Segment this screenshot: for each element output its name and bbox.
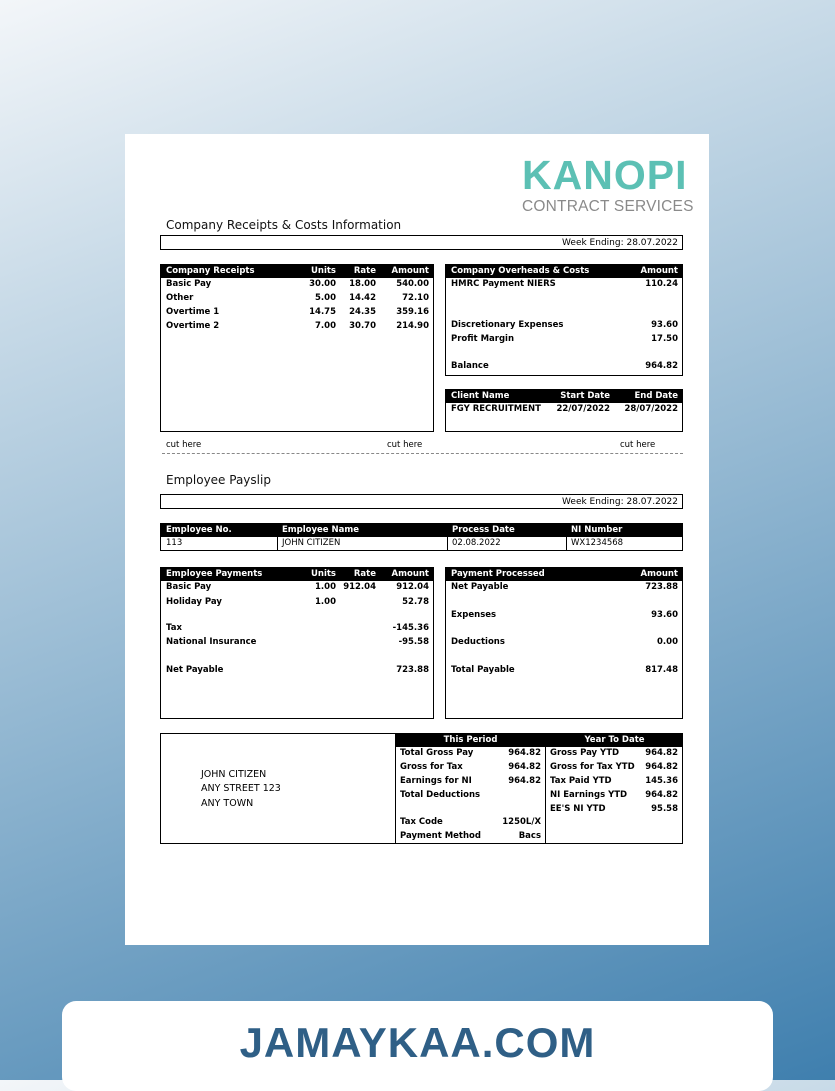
ytd-label: EE'S NI YTD — [550, 804, 606, 814]
divider — [447, 537, 448, 550]
col-header: This Period — [443, 735, 498, 745]
col-header: Company Receipts — [166, 266, 255, 276]
company-logo-subtitle: CONTRACT SERVICES — [522, 198, 694, 215]
ni-amount: -95.58 — [398, 637, 429, 647]
company-week-ending-box — [160, 235, 683, 250]
process-date: 02.08.2022 — [452, 538, 501, 548]
row-amount: 72.10 — [402, 293, 429, 303]
col-header: Employee Name — [282, 525, 360, 535]
table-header — [161, 568, 433, 581]
row-label: Overtime 2 — [166, 321, 220, 331]
row-amount: 540.00 — [396, 279, 429, 289]
ytd-value: 964.82 — [645, 762, 678, 772]
ytd-label: Gross for Tax YTD — [550, 762, 635, 772]
client-end-date: 28/07/2022 — [624, 404, 678, 414]
row-units: 30.00 — [309, 279, 336, 289]
employee-payments-table — [160, 567, 434, 719]
divider — [395, 734, 396, 843]
tax-code-value: 1250L/X — [502, 817, 541, 827]
cut-line — [162, 453, 683, 454]
table-header — [161, 524, 682, 537]
discretionary-amount: 93.60 — [651, 320, 678, 330]
processed-deductions-label: Deductions — [451, 637, 505, 647]
holiday-pay-units: 1.00 — [315, 597, 336, 607]
company-receipts-table — [160, 264, 434, 432]
balance-label: Balance — [451, 361, 489, 371]
period-label: Total Deductions — [400, 790, 481, 800]
period-value: 964.82 — [508, 762, 541, 772]
ytd-value: 964.82 — [645, 748, 678, 758]
col-header: Employee Payments — [166, 569, 263, 579]
col-header: Client Name — [451, 391, 510, 401]
ytd-value: 145.36 — [645, 776, 678, 786]
cut-here-label: cut here — [166, 440, 202, 450]
profit-amount: 17.50 — [651, 334, 678, 344]
address-line: ANY TOWN — [201, 798, 254, 809]
processed-net-label: Net Payable — [451, 582, 509, 592]
ytd-label: Tax Paid YTD — [550, 776, 612, 786]
company-overheads-table — [445, 264, 683, 376]
row-units: 5.00 — [315, 293, 336, 303]
table-header — [446, 568, 682, 581]
row-rate: 30.70 — [349, 321, 376, 331]
processed-total-amount: 817.48 — [645, 665, 678, 675]
row-units: 14.75 — [309, 307, 336, 317]
col-header: Amount — [640, 569, 678, 579]
balance-amount: 964.82 — [645, 361, 678, 371]
employee-name: JOHN CITIZEN — [282, 538, 341, 548]
ytd-value: 964.82 — [645, 790, 678, 800]
table-header — [161, 265, 433, 278]
payment-method-label: Payment Method — [400, 831, 481, 841]
cut-here-label: cut here — [620, 440, 656, 450]
hmrc-amount: 110.24 — [645, 279, 678, 289]
row-amount: 359.16 — [396, 307, 429, 317]
col-header: Rate — [353, 266, 376, 276]
col-header: Units — [311, 569, 336, 579]
tax-label: Tax — [166, 623, 182, 633]
tax-amount: -145.36 — [392, 623, 429, 633]
divider — [277, 537, 278, 550]
client-table — [445, 389, 683, 432]
summary-table — [160, 733, 683, 844]
divider — [545, 734, 546, 843]
ni-label: National Insurance — [166, 637, 257, 647]
basic-pay-label: Basic Pay — [166, 582, 212, 592]
employee-week-ending-box — [160, 494, 683, 509]
col-header: Amount — [391, 569, 429, 579]
col-header: NI Number — [571, 525, 623, 535]
employee-info-table — [160, 523, 683, 551]
basic-pay-amount: 912.04 — [396, 582, 429, 592]
row-label: Basic Pay — [166, 279, 212, 289]
ytd-value: 95.58 — [651, 804, 678, 814]
company-week-ending: Week Ending: 28.07.2022 — [562, 238, 678, 248]
row-amount: 214.90 — [396, 321, 429, 331]
watermark-banner — [62, 1001, 773, 1091]
address-line: JOHN CITIZEN — [201, 769, 267, 780]
ytd-label: Gross Pay YTD — [550, 748, 620, 758]
col-header: Employee No. — [166, 525, 232, 535]
period-label: Gross for Tax — [400, 762, 463, 772]
row-rate: 14.42 — [349, 293, 376, 303]
hmrc-label: HMRC Payment NIERS — [451, 279, 556, 289]
col-header: Start Date — [560, 391, 610, 401]
processed-total-label: Total Payable — [451, 665, 515, 675]
period-label: Earnings for NI — [400, 776, 472, 786]
table-header — [446, 265, 682, 278]
col-header: Payment Processed — [451, 569, 545, 579]
processed-expenses-label: Expenses — [451, 610, 497, 620]
divider — [566, 537, 567, 550]
basic-pay-units: 1.00 — [315, 582, 336, 592]
payment-method-value: Bacs — [518, 831, 541, 841]
period-label: Total Gross Pay — [400, 748, 474, 758]
basic-pay-rate: 912.04 — [343, 582, 376, 592]
row-rate: 24.35 — [349, 307, 376, 317]
processed-net-amount: 723.88 — [645, 582, 678, 592]
ytd-label: NI Earnings YTD — [550, 790, 628, 800]
ni-number: WX1234568 — [571, 538, 624, 548]
net-payable-label: Net Payable — [166, 665, 224, 675]
processed-deductions-amount: 0.00 — [657, 637, 678, 647]
row-label: Other — [166, 293, 194, 303]
col-header: Rate — [353, 569, 376, 579]
profit-label: Profit Margin — [451, 334, 515, 344]
row-rate: 18.00 — [349, 279, 376, 289]
col-header: Process Date — [452, 525, 515, 535]
watermark-text: JAMAYKAA.COM — [239, 1019, 596, 1066]
col-header: Year To Date — [584, 735, 645, 745]
col-header: Amount — [391, 266, 429, 276]
col-header: Company Overheads & Costs — [451, 266, 590, 276]
employee-number: 113 — [166, 538, 183, 548]
payment-processed-table — [445, 567, 683, 719]
company-logo: KANOPI — [522, 152, 688, 198]
client-name: FGY RECRUITMENT — [451, 404, 541, 414]
payslip-document — [125, 134, 709, 945]
company-section-title: Company Receipts & Costs Information — [166, 218, 402, 232]
row-label: Overtime 1 — [166, 307, 220, 317]
tax-code-label: Tax Code — [400, 817, 443, 827]
period-value: 964.82 — [508, 748, 541, 758]
table-header — [446, 390, 682, 403]
holiday-pay-label: Holiday Pay — [166, 597, 222, 607]
holiday-pay-amount: 52.78 — [402, 597, 429, 607]
net-payable-amount: 723.88 — [396, 665, 429, 675]
employee-week-ending: Week Ending: 28.07.2022 — [562, 497, 678, 507]
col-header: Amount — [640, 266, 678, 276]
discretionary-label: Discretionary Expenses — [451, 320, 564, 330]
ytd-header — [546, 734, 683, 747]
client-start-date: 22/07/2022 — [556, 404, 610, 414]
this-period-header — [396, 734, 545, 747]
employee-section-title: Employee Payslip — [166, 473, 271, 487]
col-header: Units — [311, 266, 336, 276]
cut-here-label: cut here — [387, 440, 423, 450]
period-value: 964.82 — [508, 776, 541, 786]
address-line: ANY STREET 123 — [201, 783, 281, 794]
row-units: 7.00 — [315, 321, 336, 331]
col-header: End Date — [634, 391, 678, 401]
processed-expenses-amount: 93.60 — [651, 610, 678, 620]
